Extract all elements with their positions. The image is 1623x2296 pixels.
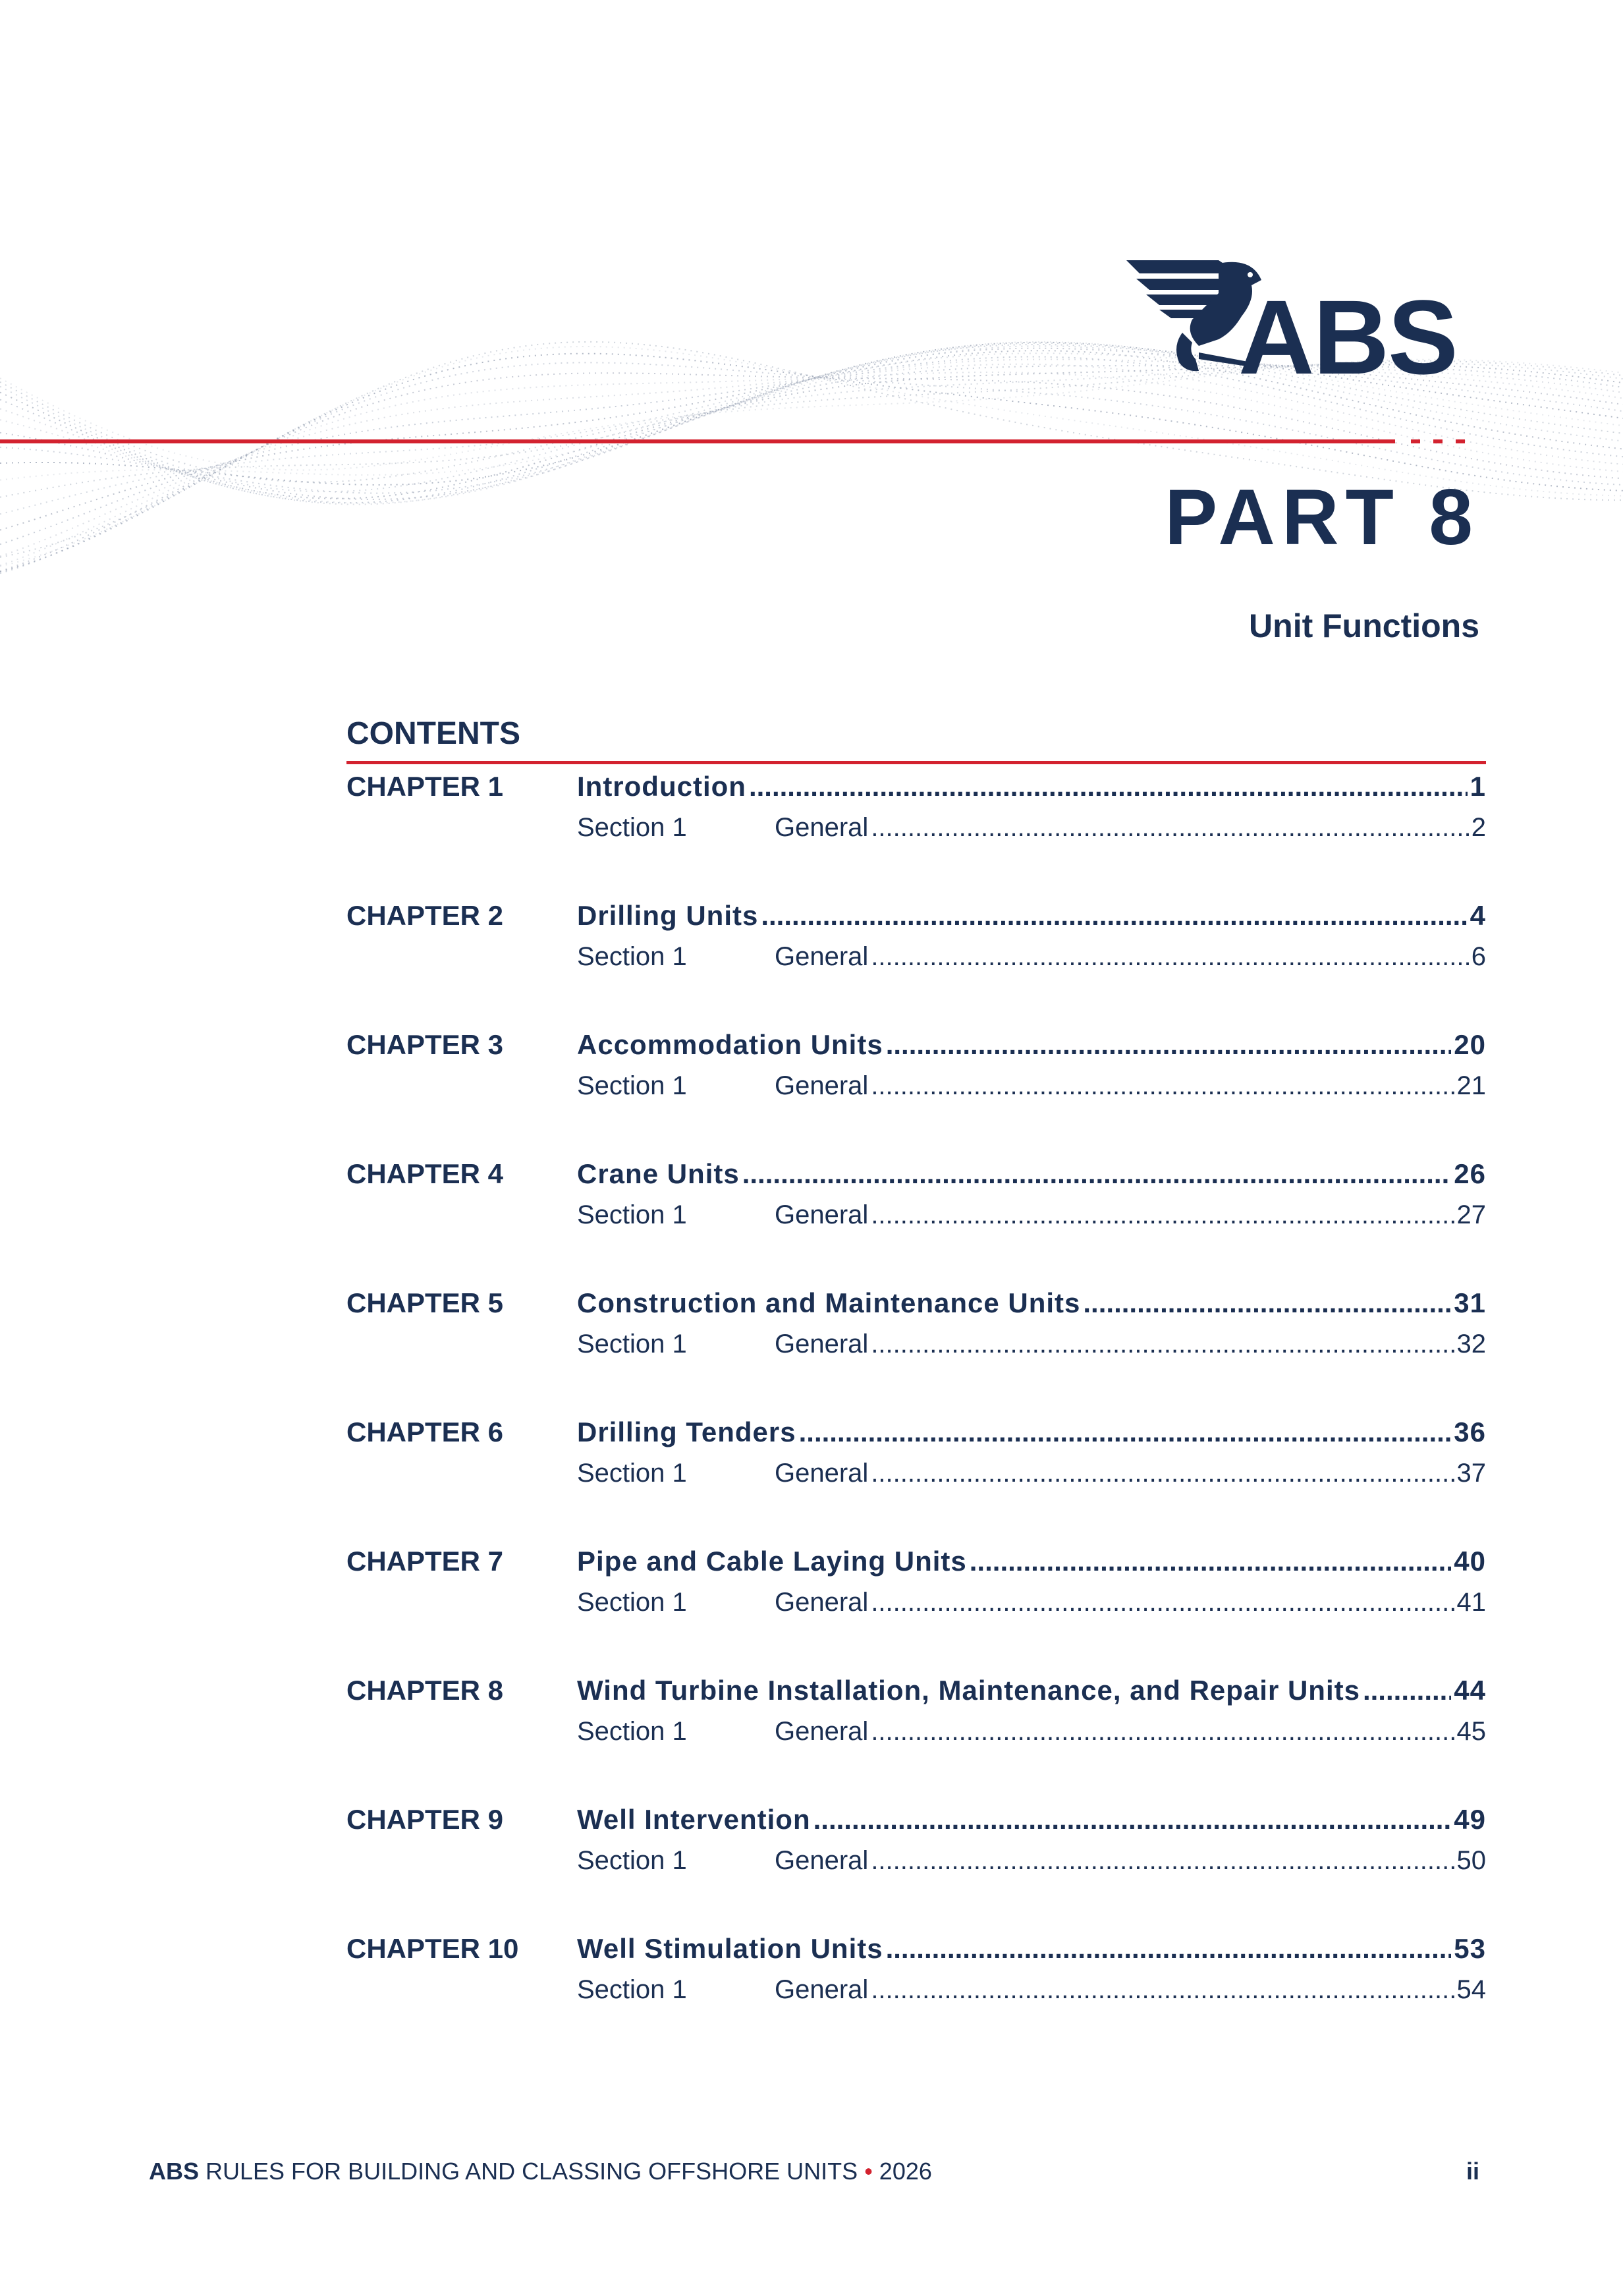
section-label: Section 1 <box>577 1975 687 2004</box>
dot-leader <box>749 771 1468 802</box>
abs-logo-wordmark: ABS <box>1238 278 1457 396</box>
chapter-title: Drilling Units <box>577 900 759 931</box>
chapter-page-number: 20 <box>1454 1029 1486 1060</box>
footer-title: RULES FOR BUILDING AND CLASSING OFFSHORE UNITS <box>199 2158 865 2185</box>
dot-leader <box>871 1200 1454 1230</box>
chapter-page-number: 31 <box>1454 1287 1486 1318</box>
section-page-number: 45 <box>1456 1717 1486 1746</box>
dot-leader <box>871 1975 1454 2005</box>
section-page-number: 6 <box>1471 942 1486 971</box>
toc-chapter-9 <box>346 1799 1486 1928</box>
chapter-label: CHAPTER 7 <box>346 1546 504 1577</box>
chapter-entry-link[interactable] <box>577 900 1486 932</box>
chapter-entry-link[interactable] <box>577 1933 1486 1965</box>
footer-year: 2026 <box>872 2158 932 2185</box>
dot-leader <box>871 942 1468 972</box>
header-rule-dash <box>1456 439 1465 443</box>
section-entry-link[interactable] <box>775 1717 1486 1747</box>
section-entry-link[interactable] <box>775 1459 1486 1488</box>
chapter-title: Construction and Maintenance Units <box>577 1287 1081 1318</box>
section-label: Section 1 <box>577 1717 687 1746</box>
section-entry-link[interactable] <box>775 1071 1486 1101</box>
chapter-page-number: 53 <box>1454 1933 1486 1964</box>
chapter-title: Introduction <box>577 771 746 802</box>
dot-leader <box>886 1029 1452 1061</box>
chapter-page-number: 49 <box>1454 1804 1486 1835</box>
section-entry-link[interactable] <box>775 1846 1486 1876</box>
contents-heading: CONTENTS <box>346 716 520 751</box>
chapter-title: Crane Units <box>577 1158 740 1189</box>
toc-chapter-6 <box>346 1411 1486 1540</box>
section-label: Section 1 <box>577 1200 687 1229</box>
header-red-rule <box>0 439 1395 443</box>
page-number: ii <box>1466 2158 1479 2185</box>
chapter-title: Drilling Tenders <box>577 1416 796 1447</box>
chapter-page-number: 40 <box>1454 1546 1486 1577</box>
dot-leader <box>871 1459 1454 1488</box>
chapter-label: CHAPTER 5 <box>346 1287 504 1318</box>
part-subtitle: Unit Functions <box>1249 607 1479 644</box>
chapter-title: Well Stimulation Units <box>577 1933 883 1964</box>
section-entry-link[interactable] <box>775 1330 1486 1359</box>
chapter-page-number: 36 <box>1454 1416 1486 1447</box>
chapter-label: CHAPTER 1 <box>346 771 504 802</box>
section-title: General <box>775 1588 869 1617</box>
section-page-number: 21 <box>1456 1071 1486 1100</box>
section-page-number: 2 <box>1471 813 1486 842</box>
contents-red-rule <box>346 761 1486 764</box>
toc-chapter-5 <box>346 1282 1486 1411</box>
chapter-page-number: 26 <box>1454 1158 1486 1189</box>
dot-leader <box>871 1330 1454 1359</box>
header-rule-dash <box>1433 439 1443 443</box>
footer-brand: ABS <box>149 2158 200 2185</box>
chapter-label: CHAPTER 3 <box>346 1029 504 1060</box>
section-title: General <box>775 1200 869 1229</box>
section-label: Section 1 <box>577 1588 687 1617</box>
section-page-number: 54 <box>1456 1975 1486 2004</box>
dot-leader <box>871 1588 1454 1617</box>
section-label: Section 1 <box>577 1459 687 1488</box>
section-title: General <box>775 1975 869 2004</box>
chapter-label: CHAPTER 2 <box>346 900 504 931</box>
section-title: General <box>775 1071 869 1100</box>
section-label: Section 1 <box>577 1071 687 1100</box>
dot-leader <box>970 1546 1452 1577</box>
section-title: General <box>775 813 869 842</box>
toc-chapter-4 <box>346 1153 1486 1282</box>
chapter-label: CHAPTER 8 <box>346 1675 504 1706</box>
chapter-entry-link[interactable] <box>577 1546 1486 1577</box>
section-entry-link[interactable] <box>775 942 1486 972</box>
section-title: General <box>775 1717 869 1746</box>
section-page-number: 32 <box>1456 1330 1486 1358</box>
section-entry-link[interactable] <box>775 1588 1486 1617</box>
chapter-title: Pipe and Cable Laying Units <box>577 1546 967 1577</box>
chapter-entry-link[interactable] <box>577 1287 1486 1319</box>
section-page-number: 50 <box>1456 1846 1486 1875</box>
section-entry-link[interactable] <box>775 1200 1486 1230</box>
toc-chapter-1 <box>346 766 1486 895</box>
chapter-label: CHAPTER 10 <box>346 1933 519 1964</box>
chapter-label: CHAPTER 4 <box>346 1158 504 1189</box>
section-title: General <box>775 1330 869 1358</box>
chapter-page-number: 44 <box>1454 1675 1486 1706</box>
dot-leader <box>1363 1675 1451 1706</box>
section-label: Section 1 <box>577 1846 687 1875</box>
chapter-entry-link[interactable] <box>577 1416 1486 1448</box>
chapter-label: CHAPTER 9 <box>346 1804 504 1835</box>
section-entry-link[interactable] <box>775 813 1486 843</box>
dot-leader <box>886 1933 1452 1965</box>
chapter-entry-link[interactable] <box>577 1675 1486 1706</box>
chapter-title: Well Intervention <box>577 1804 811 1835</box>
chapter-title: Wind Turbine Installation, Maintenance, and Repair Units <box>577 1675 1360 1706</box>
toc-chapter-3 <box>346 1024 1486 1153</box>
page-footer <box>149 2158 932 2185</box>
chapter-title: Accommodation Units <box>577 1029 883 1060</box>
section-page-number: 41 <box>1456 1588 1486 1617</box>
toc-chapter-8 <box>346 1669 1486 1799</box>
chapter-page-number: 1 <box>1470 771 1486 802</box>
dot-leader <box>871 1717 1454 1747</box>
dot-leader <box>871 1846 1454 1876</box>
section-title: General <box>775 942 869 971</box>
chapter-entry-link[interactable] <box>577 1029 1486 1061</box>
part-title: PART 8 <box>1165 473 1479 561</box>
chapter-page-number: 4 <box>1470 900 1486 931</box>
chapter-entry-link[interactable] <box>577 1158 1486 1190</box>
chapter-entry-link[interactable] <box>577 1804 1486 1835</box>
section-page-number: 37 <box>1456 1459 1486 1488</box>
section-entry-link[interactable] <box>775 1975 1486 2005</box>
dot-leader <box>761 900 1467 932</box>
table-of-contents <box>346 766 1486 2057</box>
header-rule-dash <box>1411 439 1420 443</box>
dot-leader <box>742 1158 1452 1190</box>
dot-leader <box>871 813 1468 843</box>
footer-bullet: • <box>864 2158 873 2185</box>
dot-leader <box>813 1804 1452 1835</box>
section-title: General <box>775 1846 869 1875</box>
section-label: Section 1 <box>577 942 687 971</box>
chapter-label: CHAPTER 6 <box>346 1416 504 1447</box>
section-page-number: 27 <box>1456 1200 1486 1229</box>
dot-leader <box>799 1416 1452 1448</box>
toc-chapter-7 <box>346 1540 1486 1669</box>
toc-chapter-10 <box>346 1928 1486 2057</box>
chapter-entry-link[interactable] <box>577 771 1486 802</box>
dot-leader <box>1083 1287 1451 1319</box>
section-title: General <box>775 1459 869 1488</box>
toc-chapter-2 <box>346 895 1486 1024</box>
section-label: Section 1 <box>577 813 687 842</box>
section-label: Section 1 <box>577 1330 687 1358</box>
dot-leader <box>871 1071 1454 1101</box>
